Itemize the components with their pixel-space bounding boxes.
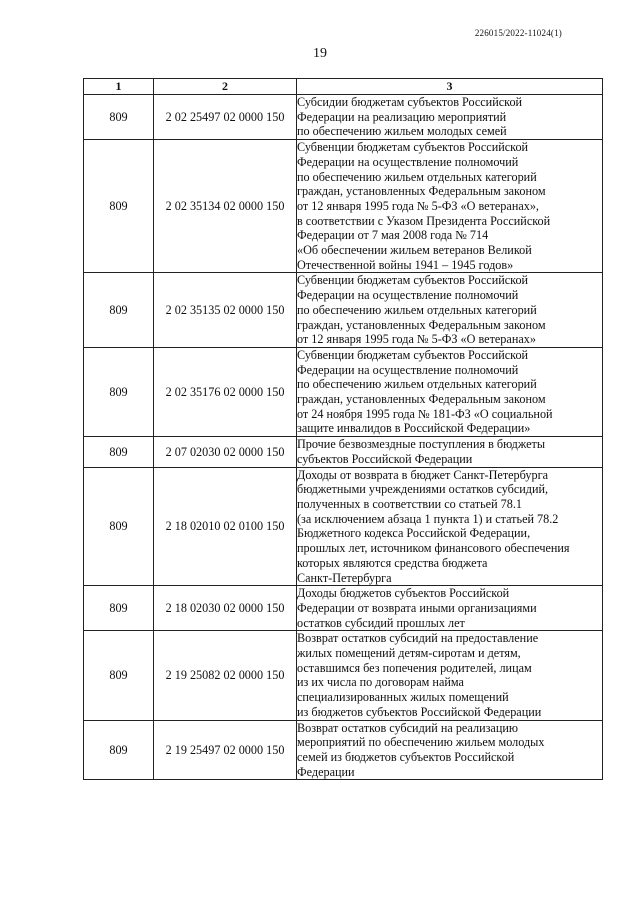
- description-line: Прочие безвозмездные поступления в бюджеты: [297, 437, 546, 452]
- description-line: по обеспечению жильем отдельных категорий: [297, 302, 537, 317]
- table-row: [84, 347, 603, 436]
- admin-code-cell: 809: [84, 467, 154, 586]
- budget-code-cell: 2 18 02010 02 0100 150: [154, 467, 297, 586]
- admin-code-cell: 809: [84, 437, 154, 467]
- revenue-code-table: [83, 78, 603, 780]
- description-line: специализированных жилых помещений: [297, 690, 509, 705]
- description-cell: [297, 437, 603, 467]
- description-line: Возврат остатков субсидий на предоставление: [297, 631, 539, 646]
- description-cell: [297, 467, 603, 586]
- description-line: бюджетными учреждениями остатков субсидий,: [297, 482, 549, 497]
- description-line: Федерации на осуществление полномочий: [297, 362, 519, 377]
- description-line: по обеспечению жильем отдельных категорий: [297, 377, 537, 392]
- description-cell: [297, 140, 603, 273]
- description-line: семей из бюджетов субъектов Российской: [297, 749, 515, 764]
- description-line: которых являются средства бюджета: [297, 555, 488, 570]
- table-body: [84, 95, 603, 780]
- description-line: от 12 января 1995 года № 5-ФЗ «О ветеранах»: [297, 332, 536, 347]
- description-cell: [297, 720, 603, 780]
- description-cell: [297, 347, 603, 436]
- budget-code-cell: 2 07 02030 02 0000 150: [154, 437, 297, 467]
- description-cell: [297, 631, 603, 720]
- admin-code-cell: 809: [84, 720, 154, 780]
- description-line: Субвенции бюджетам субъектов Российской: [297, 140, 529, 155]
- table-row: [84, 437, 603, 467]
- budget-code-cell: 2 02 35135 02 0000 150: [154, 273, 297, 348]
- description-line: Федерации на осуществление полномочий: [297, 288, 519, 303]
- description-line: мероприятий по обеспечению жильем молодых: [297, 735, 545, 750]
- description-line: Федерации: [297, 764, 355, 779]
- admin-code-cell: 809: [84, 347, 154, 436]
- admin-code-cell: 809: [84, 631, 154, 720]
- description-line: граждан, установленных Федеральным законом: [297, 184, 546, 199]
- admin-code-cell: 809: [84, 95, 154, 140]
- description-line: Федерации от возврата иными организациями: [297, 600, 537, 615]
- description-line: жилых помещений детям-сиротам и детям,: [297, 646, 521, 661]
- description-line: Возврат остатков субсидий на реализацию: [297, 720, 518, 735]
- description-line: Отечественной войны 1941 – 1945 годов»: [297, 257, 514, 272]
- budget-code-cell: 2 02 35176 02 0000 150: [154, 347, 297, 436]
- description-line: Доходы бюджетов субъектов Российской: [297, 586, 510, 601]
- budget-code-cell: 2 19 25497 02 0000 150: [154, 720, 297, 780]
- description-line: Федерации на осуществление полномочий: [297, 154, 519, 169]
- description-line: субъектов Российской Федерации: [297, 451, 473, 466]
- budget-code-cell: 2 19 25082 02 0000 150: [154, 631, 297, 720]
- description-line: Бюджетного кодекса Российской Федерации,: [297, 526, 531, 541]
- description-line: из бюджетов субъектов Российской Федерации: [297, 704, 542, 719]
- description-line: Федерации на реализацию мероприятий: [297, 109, 507, 124]
- description-line: Доходы от возврата в бюджет Санкт-Петербурга: [297, 467, 548, 482]
- column-header-1: 1: [84, 79, 154, 95]
- description-line: защите инвалидов в Российской Федерации»: [297, 421, 531, 436]
- description-line: «Об обеспечении жильем ветеранов Великой: [297, 243, 532, 258]
- description-line: граждан, установленных Федеральным законом: [297, 392, 546, 407]
- description-line: остатков субсидий прошлых лет: [297, 615, 465, 630]
- description-line: Федерации от 7 мая 2008 года № 714: [297, 228, 489, 243]
- description-line: от 24 ноября 1995 года № 181-ФЗ «О социальной: [297, 406, 553, 421]
- admin-code-cell: 809: [84, 273, 154, 348]
- document-id: 226015/2022-11024(1): [474, 28, 562, 38]
- admin-code-cell: 809: [84, 586, 154, 631]
- table-row: [84, 95, 603, 140]
- page-number: 19: [313, 46, 327, 61]
- column-header-3: 3: [297, 79, 603, 95]
- column-header-2: 2: [154, 79, 297, 95]
- description-line: прошлых лет, источником финансового обеспечения: [297, 541, 570, 556]
- description-line: Субсидии бюджетам субъектов Российской: [297, 95, 523, 109]
- description-line: из их числа по договорам найма: [297, 675, 464, 690]
- description-line: (за исключением абзаца 1 пункта 1) и статьей 78.2: [297, 511, 559, 526]
- table-row: [84, 273, 603, 348]
- description-line: Санкт-Петербурга: [297, 570, 392, 585]
- table-row: [84, 586, 603, 631]
- table-row: [84, 140, 603, 273]
- description-line: Субвенции бюджетам субъектов Российской: [297, 347, 529, 362]
- budget-code-cell: 2 02 35134 02 0000 150: [154, 140, 297, 273]
- description-cell: [297, 95, 603, 140]
- description-line: Субвенции бюджетам субъектов Российской: [297, 273, 529, 288]
- description-line: по обеспечению жильем молодых семей: [297, 124, 507, 139]
- description-line: от 12 января 1995 года № 5-ФЗ «О ветеранах»,: [297, 198, 539, 213]
- description-line: оставшимся без попечения родителей, лицам: [297, 660, 532, 675]
- budget-code-cell: 2 02 25497 02 0000 150: [154, 95, 297, 140]
- description-line: граждан, установленных Федеральным законом: [297, 317, 546, 332]
- table-row: [84, 720, 603, 780]
- table-header-row: [84, 79, 603, 95]
- table-row: [84, 631, 603, 720]
- table-row: [84, 467, 603, 586]
- description-cell: [297, 273, 603, 348]
- admin-code-cell: 809: [84, 140, 154, 273]
- budget-code-cell: 2 18 02030 02 0000 150: [154, 586, 297, 631]
- description-line: полученных в соответствии со статьей 78.1: [297, 496, 522, 511]
- description-cell: [297, 586, 603, 631]
- description-line: по обеспечению жильем отдельных категорий: [297, 169, 537, 184]
- description-line: в соответствии с Указом Президента Российской: [297, 213, 551, 228]
